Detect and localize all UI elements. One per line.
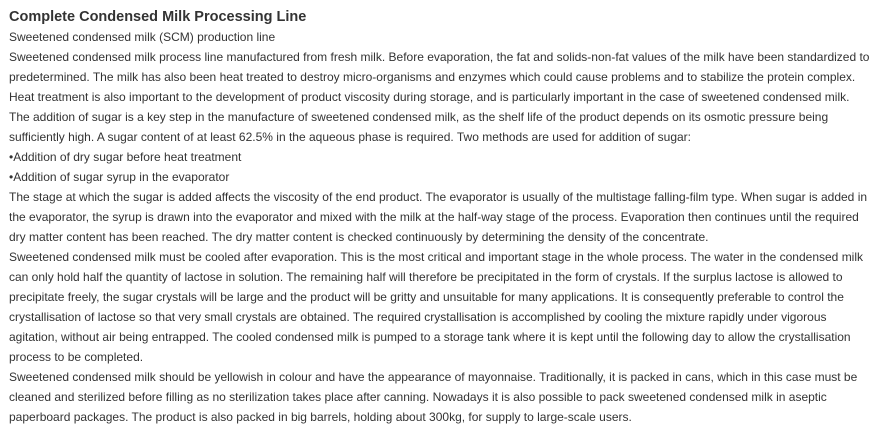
article xyxy=(9,7,875,427)
page-title: Complete Condensed Milk Processing Line xyxy=(9,9,307,25)
list-item-dry-sugar: •Addition of dry sugar before heat treatment xyxy=(9,150,242,164)
paragraph-cooling: Sweetened condensed milk must be cooled after evaporation. This is the most critical and important stage in the whole process. The water in the condensed milk can only hold half the quantity of lactose in solution. The remaining half will therefore be precipitated in the form of crystals. If the surplus lactose is allowed to precipitate freely, the sugar crystals will be large and the product will be gritty and unsuitable for many applications. It is consequently preferable to control the crystallisation of lactose so that very small crystals are obtained. The required crystallisation is accomplished by cooling the mixture rapidly under vigorous agitation, without air being entrapped. The cooled condensed milk is pumped to a storage tank where it is kept until the following day to allow the crystallisation process to be completed. xyxy=(9,250,864,364)
paragraph-evaporator: The stage at which the sugar is added affects the viscosity of the end product. The evaporator is usually of the multistage falling-film type. When sugar is added in the evaporator, the syrup is drawn into the evaporator and mixed with the milk at the half-way stage of the process. Evaporation then continues until the required dry matter content has been reached. The dry matter content is checked continuously by determining the density of the concentrate. xyxy=(9,190,868,244)
list-item-sugar-syrup: •Addition of sugar syrup in the evaporator xyxy=(9,170,230,184)
paragraph-sugar-addition: The addition of sugar is a key step in the manufacture of sweetened condensed milk, as the shelf life of the product depends on its osmotic pressure being sufficiently high. A sugar content of at least 62.5% in the aqueous phase is required. Two methods are used for addition of sugar: xyxy=(9,110,829,144)
paragraph-intro: Sweetened condensed milk process line manufactured from fresh milk. Before evaporation, the fat and solids-non-fat values of the milk have been standardized to predetermined. The milk has also been heat treated to destroy micro-organisms and enzymes which could cause problems and to stabilize the protein complex. Heat treatment is also important to the development of product viscosity during storage, and is particularly important in the case of sweetened condensed milk. xyxy=(9,50,870,104)
paragraph-packaging: Sweetened condensed milk should be yellowish in colour and have the appearance of mayonnaise. Traditionally, it is packed in cans, which in this case must be cleaned and sterilized before filling as no sterilization takes place after canning. Nowadays it is also possible to pack sweetened condensed milk in aseptic paperboard packages. The product is also packed in big barrels, holding about 300kg, for supply to large-scale users. xyxy=(9,370,858,424)
subtitle: Sweetened condensed milk (SCM) production line xyxy=(9,30,276,44)
